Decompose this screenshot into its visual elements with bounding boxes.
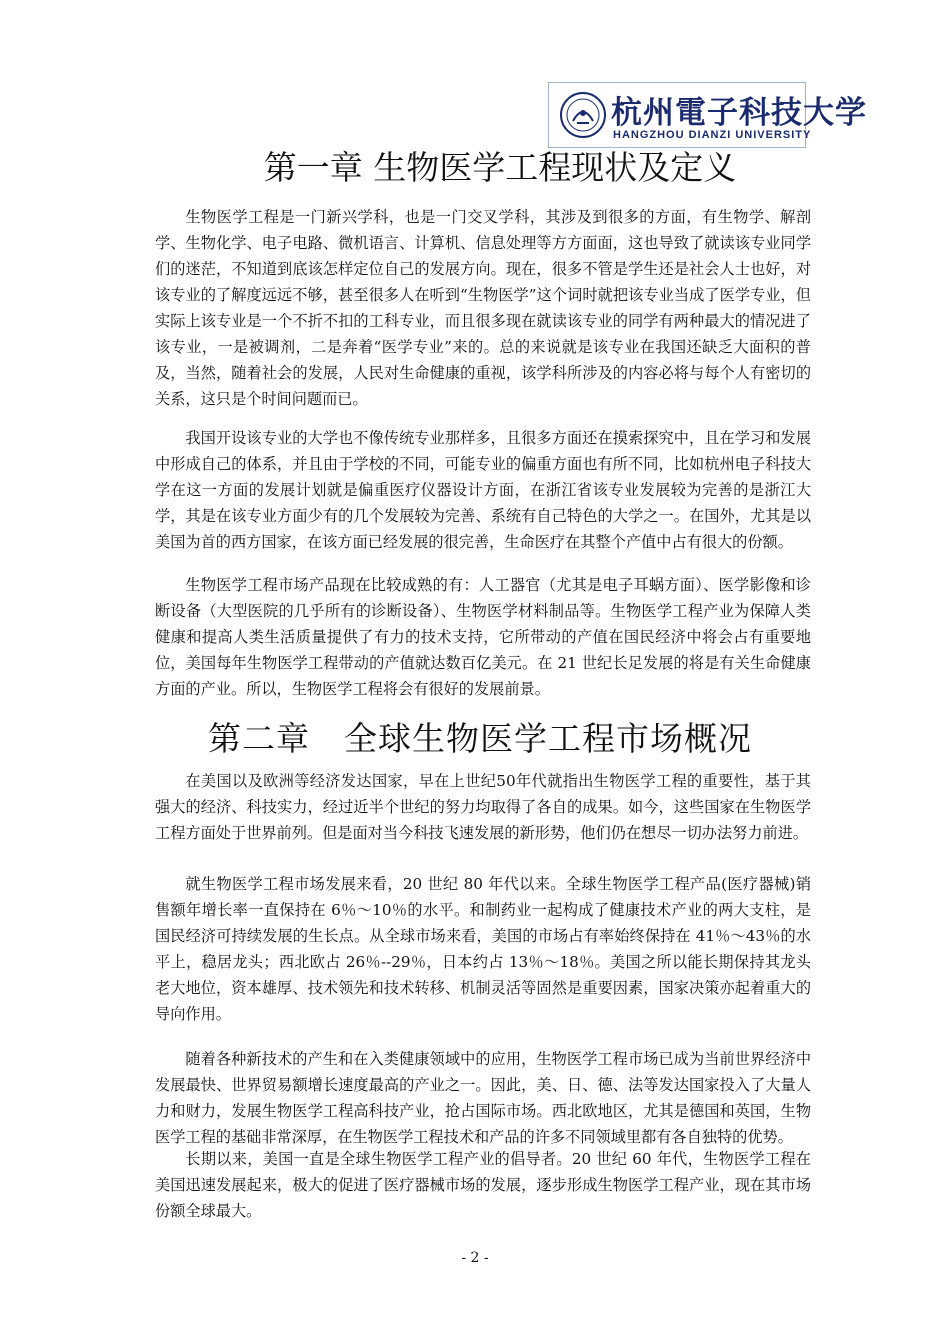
university-logo	[548, 82, 867, 148]
university-emblem-icon	[559, 91, 607, 139]
chapter2-paragraph-4: 长期以来，美国一直是全球生物医学工程产业的倡导者。20 世纪 60 年代，生物医学工程在美国迅速发展起来，极大的促进了医疗器械市场的发展，逐步形成生物医学工程产业，现在其市场份额全球最大。	[155, 1150, 811, 1220]
chapter2-paragraph-3: 随着各种新技术的产生和在入类健康领域中的应用，生物医学工程市场已成为当前世界经济中发展最快、世界贸易额增长速度最高的产业之一。因此，美、日、德、法等发达国家投入了大量人力和财力，发展生物医学工程高科技产业，抢占国际市场。西北欧地区，尤其是德国和英国，生物医学工程的基础非常深厚，在生物医学工程技术和产品的许多不同领域里都有各自独特的优势。	[155, 1050, 811, 1146]
chapter1-paragraph-2: 我国开设该专业的大学也不像传统专业那样多，且很多方面还在摸索探究中，且在学习和发展中形成自己的体系，并且由于学校的不同，可能专业的偏重方面也有所不同，比如杭州电子科技大学在这一方面的发展计划就是偏重医疗仪器设计方面，在浙江省该专业发展较为完善的是浙江大学，其是在该专业方面少有的几个发展较为完善、系统有自己特色的大学之一。在国外，尤其是以美国为首的西方国家，在该方面已经发展的很完善，生命医疗在其整个产值中占有很大的份额。	[155, 429, 811, 551]
chapter1-title: 第一章 生物医学工程现状及定义	[263, 148, 737, 187]
page-number: - 2 -	[461, 1250, 489, 1266]
chapter1-paragraph-1: 生物医学工程是一门新兴学科，也是一门交叉学科，其涉及到很多的方面，有生物学、解剖学、生物化学、电子电路、微机语言、计算机、信息处理等方方面面，这也导致了就读该专业同学们的迷茫，不知道到底该怎样定位自己的发展方向。现在，很多不管是学生还是社会人士也好，对该专业的了解度远远不够，甚至很多人在听到“生物医学”这个词时就把该专业当成了医学专业，但实际上该专业是一个不折不扣的工科专业，而且很多现在就读该专业的同学有两种最大的情况进了该专业，一是被调剂，二是奔着“医学专业”来的。总的来说就是该专业在我国还缺乏大面积的普及，当然，随着社会的发展，人民对生命健康的重视，该学科所涉及的内容必将与每个人有密切的关系，这只是个时间问题而已。	[155, 208, 811, 408]
chapter2-title: 第二章 全球生物医学工程市场概况	[208, 719, 752, 758]
chapter2-paragraph-2: 就生物医学工程市场发展来看，20 世纪 80 年代以来。全球生物医学工程产品(医疗器械)销售额年增长率一直保持在 6％～10％的水平。和制药业一起构成了健康技术产业的两大支柱，是国民经济可持续发展的生长点。从全球市场来看，美国的市场占有率始终保持在 41％～43％的水平上，稳居龙头；西北欧占 26％--29％，日本约占 13％～18％。美国之所以能长期保持其龙头老大地位，资本雄厚、技术领先和技术转移、机制灵活等固然是重要因素，国家决策亦起着重大的导向作用。	[155, 875, 812, 1023]
logo-name-cn: 杭州電子科技大学	[611, 95, 867, 131]
chapter2-paragraph-1: 在美国以及欧洲等经济发达国家，早在上世纪50年代就指出生物医学工程的重要性，基于其强大的经济、科技实力，经过近半个世纪的努力均取得了各自的成果。如今，这些国家在生物医学工程方面处于世界前列。但是面对当今科技飞速发展的新形势，他们仍在想尽一切办法努力前进。	[155, 772, 811, 842]
logo-name-en: HANGZHOU DIANZI UNIVERSITY	[613, 129, 812, 141]
chapter1-paragraph-3: 生物医学工程市场产品现在比较成熟的有：人工器官（尤其是电子耳蜗方面）、医学影像和诊断设备（大型医院的几乎所有的诊断设备）、生物医学材料制品等。生物医学工程产业为保障人类健康和提高人类生活质量提供了有力的技术支持，它所带动的产值在国民经济中将会占有重要地位，美国每年生物医学工程带动的产值就达数百亿美元。在 21 世纪长足发展的将是有关生命健康方面的产业。所以，生物医学工程将会有很好的发展前景。	[155, 576, 811, 698]
